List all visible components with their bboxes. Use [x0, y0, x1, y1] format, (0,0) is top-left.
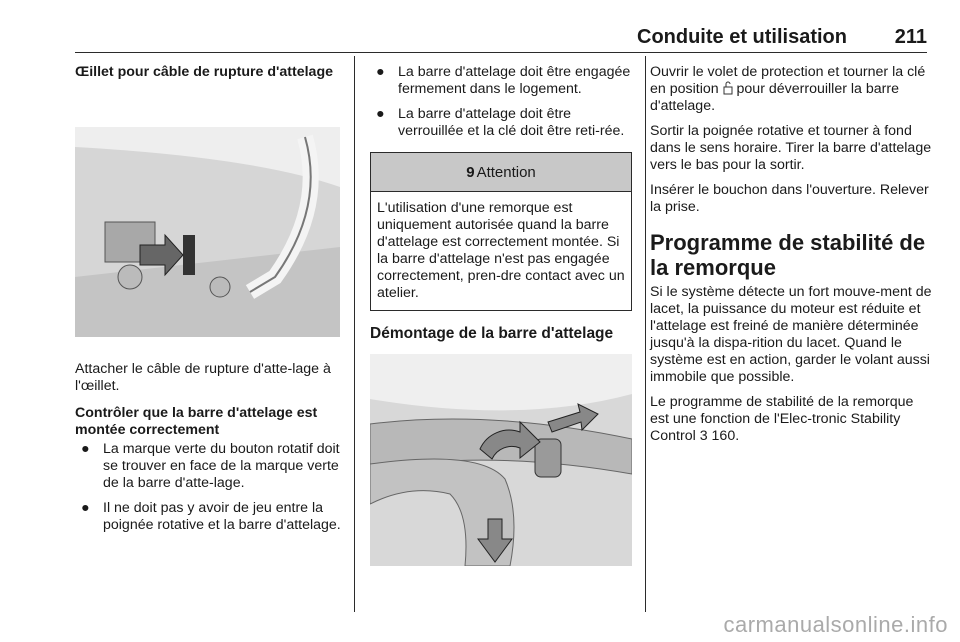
list-item: ● La barre d'attelage doit être verrouillée et la clé doit être reti-rée. [376, 106, 625, 139]
unlock-paragraph: Ouvrir le volet de protection et tourner la clé en position pour déverrouiller la barre d'attelage. [650, 64, 926, 114]
header-title: Conduite et utilisation [637, 26, 847, 48]
column-2 [370, 64, 635, 566]
removal-heading: Démontage de la barre d'attelage [370, 325, 614, 342]
column-3 [650, 64, 932, 453]
unlock-symbol-icon [723, 81, 733, 95]
eyelet-heading: Œillet pour câble de rupture d'attelage [75, 64, 334, 80]
section-title: Programme de stabilité de la remorque [650, 230, 926, 280]
column-1 [75, 64, 343, 542]
stability-paragraph: Si le système détecte un fort mouve-ment de lacet, la puissance du moteur est réduite et l'attelage est freiné de manière déterminée jusqu'à la dispa-rition du lacet. Quand le système est en action, garder le volant aussi immobile que possible. [650, 284, 932, 385]
plug-paragraph: Insérer le bouchon dans l'ouverture. Relever la prise. [650, 182, 929, 215]
warning-icon: 9 [466, 163, 475, 181]
attention-box [370, 152, 632, 311]
page-header [75, 26, 927, 50]
page-ref-icon[interactable]: 3 [699, 428, 708, 444]
list-item: ● La marque verte du bouton rotatif doit se trouver en face de la marque verte de la barre d'atte-lage. [81, 441, 340, 491]
attention-header [371, 153, 631, 192]
column-divider-1 [354, 56, 355, 612]
eyelet-drawing [75, 127, 340, 337]
column-divider-2 [645, 56, 646, 612]
check-heading: Contrôler que la barre d'attelage est montée correctement [75, 405, 318, 438]
header-rule [75, 52, 927, 53]
eyelet-illustration [75, 127, 340, 337]
removal-drawing [370, 354, 632, 566]
requirements-list [370, 64, 635, 140]
list-item: ● Il ne doit pas y avoir de jeu entre la poignée rotative et la barre d'attelage. [81, 500, 341, 533]
check-list [75, 441, 343, 534]
removal-illustration [370, 354, 632, 566]
esc-paragraph: Le programme de stabilité de la remorque est une fonction de l'Elec-tronic Stability Control 3 160. [650, 394, 914, 444]
list-item: ● La barre d'attelage doit être engagée fermement dans le logement. [376, 64, 631, 97]
eyelet-caption: Attacher le câble de rupture d'atte-lage à l'œillet. [75, 361, 331, 394]
attention-title: Attention [476, 163, 536, 181]
attention-text: L'utilisation d'une remorque est uniquement autorisée quand la barre d'attelage est correctement montée. Si la barre d'attelage n'est pas engagée correctement, pren-dre contact avec un atelier. [377, 200, 625, 301]
pull-out-paragraph: Sortir la poignée rotative et tourner à fond dans le sens horaire. Tirer la barre d'attelage vers le bas pour la sortir. [650, 123, 932, 173]
page-number: 211 [894, 26, 927, 48]
page-ref-number[interactable]: 160. [711, 428, 740, 444]
watermark: carmanualsonline.info [723, 612, 948, 637]
